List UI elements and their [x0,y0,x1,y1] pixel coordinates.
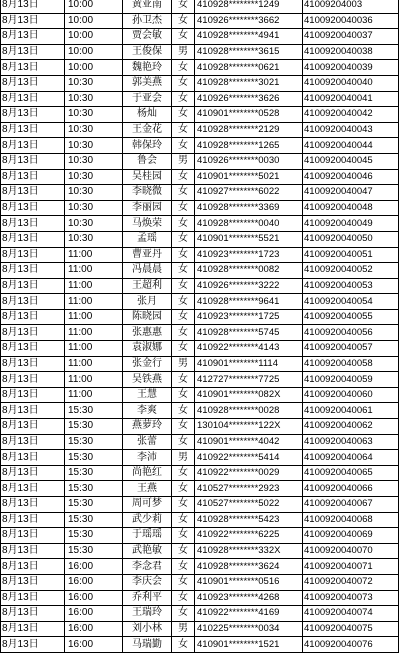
time-cell: 10:30 [65,153,123,169]
table-row [1,13,399,29]
time-cell: 16:00 [65,621,123,637]
ticket-number-cell: 4100920040066 [303,481,399,497]
date-cell: 8月13日 [1,294,65,310]
gender-cell: 男 [172,153,195,169]
name-cell: 杨灿 [123,107,172,123]
date-cell: 8月13日 [1,138,65,154]
gender-cell: 女 [172,325,195,341]
name-cell: 曹亚丹 [123,247,172,263]
id-number-cell: 410928********9641 [195,294,303,310]
name-cell: 李庆会 [123,574,172,590]
name-cell: 马瑞勤 [123,637,172,653]
time-cell: 16:00 [65,606,123,622]
table-row [1,231,399,247]
gender-cell: 女 [172,387,195,403]
name-cell: 孟瑶 [123,231,172,247]
name-cell: 李丽园 [123,200,172,216]
ticket-number-cell: 4100920040041 [303,91,399,107]
id-number-cell: 410928********5423 [195,512,303,528]
time-cell: 10:00 [65,0,123,13]
ticket-number-cell: 4100920040045 [303,153,399,169]
time-cell: 10:00 [65,29,123,45]
gender-cell: 女 [172,309,195,325]
time-cell: 15:30 [65,497,123,513]
gender-cell: 女 [172,216,195,232]
id-number-cell: 410922********5414 [195,450,303,466]
date-cell: 8月13日 [1,91,65,107]
gender-cell: 女 [172,372,195,388]
ticket-number-cell: 4100920040059 [303,372,399,388]
time-cell: 15:30 [65,528,123,544]
name-cell: 黄亚南 [123,0,172,13]
name-cell: 张蕾 [123,434,172,450]
table-row [1,372,399,388]
date-cell: 8月13日 [1,574,65,590]
name-cell: 冯晨晨 [123,263,172,279]
ticket-number-cell: 4100920040076 [303,637,399,653]
id-number-cell: 410901********5021 [195,169,303,185]
table-row [1,559,399,575]
date-cell: 8月13日 [1,263,65,279]
date-cell: 8月13日 [1,231,65,247]
table-row [1,247,399,263]
ticket-number-cell: 4100920040069 [303,528,399,544]
id-number-cell: 410225********0034 [195,621,303,637]
name-cell: 张金行 [123,356,172,372]
name-cell: 武少莉 [123,512,172,528]
name-cell: 刘小林 [123,621,172,637]
gender-cell: 女 [172,122,195,138]
table-row [1,434,399,450]
ticket-number-cell: 4100920040050 [303,231,399,247]
id-number-cell: 410901********1521 [195,637,303,653]
name-cell: 贾会敏 [123,29,172,45]
name-cell: 韩保玲 [123,138,172,154]
name-cell: 郭美燕 [123,75,172,91]
table-row [1,574,399,590]
ticket-number-cell: 4100920040053 [303,278,399,294]
id-number-cell: 410922********4169 [195,606,303,622]
table-row [1,543,399,559]
id-number-cell: 410926********3626 [195,91,303,107]
time-cell: 15:30 [65,450,123,466]
name-cell: 张月 [123,294,172,310]
table-row [1,341,399,357]
date-cell: 8月13日 [1,621,65,637]
table-row [1,481,399,497]
id-number-cell: 410901********0516 [195,574,303,590]
id-number-cell: 412727********7725 [195,372,303,388]
table-row [1,91,399,107]
time-cell: 15:30 [65,419,123,435]
table-row [1,512,399,528]
name-cell: 王慧 [123,387,172,403]
name-cell: 吴桂园 [123,169,172,185]
ticket-number-cell: 4100920040073 [303,590,399,606]
id-number-cell: 410926********0030 [195,153,303,169]
id-number-cell: 410901********0528 [195,107,303,123]
gender-cell: 女 [172,0,195,13]
name-cell: 李晓微 [123,185,172,201]
gender-cell: 女 [172,590,195,606]
time-cell: 15:30 [65,434,123,450]
gender-cell: 女 [172,278,195,294]
ticket-number-cell: 4100920040060 [303,387,399,403]
ticket-number-cell: 4100920040049 [303,216,399,232]
gender-cell: 女 [172,91,195,107]
id-number-cell: 410527********5022 [195,497,303,513]
table-row [1,216,399,232]
gender-cell: 女 [172,294,195,310]
gender-cell: 女 [172,75,195,91]
id-number-cell: 410922********0029 [195,465,303,481]
time-cell: 10:30 [65,122,123,138]
date-cell: 8月13日 [1,185,65,201]
ticket-number-cell: 4100920040068 [303,512,399,528]
date-cell: 8月13日 [1,387,65,403]
table-row [1,153,399,169]
gender-cell: 女 [172,574,195,590]
date-cell: 8月13日 [1,153,65,169]
time-cell: 15:30 [65,465,123,481]
ticket-number-cell: 4100920040075 [303,621,399,637]
name-cell: 燕萝玲 [123,419,172,435]
date-cell: 8月13日 [1,528,65,544]
time-cell: 10:30 [65,138,123,154]
table-row [1,29,399,45]
date-cell: 8月13日 [1,403,65,419]
gender-cell: 男 [172,44,195,60]
time-cell: 16:00 [65,637,123,653]
name-cell: 于瑶瑶 [123,528,172,544]
gender-cell: 女 [172,465,195,481]
gender-cell: 女 [172,29,195,45]
ticket-number-cell: 4100920040056 [303,325,399,341]
time-cell: 11:00 [65,372,123,388]
id-number-cell: 410928********2129 [195,122,303,138]
name-cell: 王超利 [123,278,172,294]
time-cell: 11:00 [65,387,123,403]
id-number-cell: 410923********1725 [195,309,303,325]
ticket-number-cell: 4100920040064 [303,450,399,466]
date-cell: 8月13日 [1,590,65,606]
id-number-cell: 410901********082X [195,387,303,403]
date-cell: 8月13日 [1,341,65,357]
id-number-cell: 410928********1265 [195,138,303,154]
gender-cell: 男 [172,356,195,372]
gender-cell: 女 [172,543,195,559]
gender-cell: 女 [172,185,195,201]
ticket-number-cell: 4100920040063 [303,434,399,450]
date-cell: 8月13日 [1,481,65,497]
ticket-number-cell: 4100920040051 [303,247,399,263]
ticket-number-cell: 4100920040040 [303,75,399,91]
ticket-number-cell: 4100920040071 [303,559,399,575]
name-cell: 孙卫杰 [123,13,172,29]
date-cell: 8月13日 [1,637,65,653]
ticket-number-cell: 4100920040057 [303,341,399,357]
name-cell: 于亚会 [123,91,172,107]
date-cell: 8月13日 [1,60,65,76]
table-row [1,325,399,341]
ticket-number-cell: 4100920040072 [303,574,399,590]
ticket-number-cell: 4100920040047 [303,185,399,201]
ticket-number-cell: 4100920040044 [303,138,399,154]
date-cell: 8月13日 [1,465,65,481]
ticket-number-cell: 4100920040043 [303,122,399,138]
table-row [1,169,399,185]
time-cell: 10:30 [65,200,123,216]
table-row [1,387,399,403]
ticket-number-cell: 4100920040042 [303,107,399,123]
table-row [1,590,399,606]
id-number-cell: 410527********2923 [195,481,303,497]
name-cell: 马焕荣 [123,216,172,232]
date-cell: 8月13日 [1,29,65,45]
date-cell: 8月13日 [1,543,65,559]
table-row [1,606,399,622]
time-cell: 10:30 [65,216,123,232]
id-number-cell: 410901********1114 [195,356,303,372]
gender-cell: 男 [172,621,195,637]
time-cell: 10:30 [65,107,123,123]
name-cell: 张惠惠 [123,325,172,341]
ticket-number-cell: 4100920040038 [303,44,399,60]
gender-cell: 女 [172,559,195,575]
name-cell: 周可梦 [123,497,172,513]
time-cell: 10:30 [65,231,123,247]
time-cell: 11:00 [65,278,123,294]
date-cell: 8月13日 [1,419,65,435]
name-cell: 李爽 [123,403,172,419]
gender-cell: 男 [172,450,195,466]
id-number-cell: 410901********4042 [195,434,303,450]
id-number-cell: 410928********4941 [195,29,303,45]
ticket-number-cell: 4100920040070 [303,543,399,559]
time-cell: 11:00 [65,341,123,357]
ticket-number-cell: 4100920040054 [303,294,399,310]
table-row [1,44,399,60]
name-cell: 魏艳玲 [123,60,172,76]
gender-cell: 女 [172,231,195,247]
date-cell: 8月13日 [1,107,65,123]
id-number-cell: 410928********5745 [195,325,303,341]
ticket-number-cell: 4100920040052 [303,263,399,279]
id-number-cell: 410901********5521 [195,231,303,247]
time-cell: 11:00 [65,325,123,341]
name-cell: 鲁会 [123,153,172,169]
ticket-number-cell: 4100920040067 [303,497,399,513]
id-number-cell: 410928********332X [195,543,303,559]
name-cell: 王金花 [123,122,172,138]
name-cell: 陈晓园 [123,309,172,325]
id-number-cell: 410923********4268 [195,590,303,606]
name-cell: 王俊保 [123,44,172,60]
name-cell: 王燕 [123,481,172,497]
table-row [1,621,399,637]
name-cell: 李沛 [123,450,172,466]
id-number-cell: 410928********0082 [195,263,303,279]
ticket-number-cell: 4100920040046 [303,169,399,185]
table-row [1,528,399,544]
table-row [1,278,399,294]
id-number-cell: 410927********6022 [195,185,303,201]
time-cell: 16:00 [65,559,123,575]
date-cell: 8月13日 [1,450,65,466]
ticket-number-cell: 4100920040048 [303,200,399,216]
table-row [1,200,399,216]
date-cell: 8月13日 [1,606,65,622]
table-row [1,107,399,123]
date-cell: 8月13日 [1,497,65,513]
time-cell: 10:00 [65,44,123,60]
date-cell: 8月13日 [1,247,65,263]
time-cell: 15:30 [65,403,123,419]
ticket-number-cell: 4100920040058 [303,356,399,372]
time-cell: 10:30 [65,185,123,201]
time-cell: 10:00 [65,13,123,29]
table-row [1,122,399,138]
time-cell: 11:00 [65,247,123,263]
time-cell: 10:30 [65,169,123,185]
ticket-number-cell: 4100920040074 [303,606,399,622]
time-cell: 10:30 [65,91,123,107]
name-cell: 李念君 [123,559,172,575]
date-cell: 8月13日 [1,512,65,528]
gender-cell: 女 [172,481,195,497]
table-row [1,419,399,435]
id-number-cell: 410928********1249 [195,0,303,13]
ticket-number-cell: 4100920040039 [303,60,399,76]
id-number-cell: 410928********0621 [195,60,303,76]
gender-cell: 女 [172,169,195,185]
time-cell: 15:30 [65,543,123,559]
table-row [1,465,399,481]
table-row [1,60,399,76]
gender-cell: 女 [172,263,195,279]
name-cell: 乔利平 [123,590,172,606]
table-row [1,403,399,419]
gender-cell: 女 [172,606,195,622]
table-row [1,294,399,310]
table-row [1,637,399,653]
table-row [1,497,399,513]
id-number-cell: 130104********122X [195,419,303,435]
date-cell: 8月13日 [1,13,65,29]
name-cell: 尚艳红 [123,465,172,481]
time-cell: 15:30 [65,481,123,497]
ticket-number-cell: 4100920040065 [303,465,399,481]
date-cell: 8月13日 [1,278,65,294]
gender-cell: 女 [172,512,195,528]
id-number-cell: 410922********4143 [195,341,303,357]
table-row [1,356,399,372]
time-cell: 11:00 [65,309,123,325]
id-number-cell: 410928********0040 [195,216,303,232]
id-number-cell: 410926********3222 [195,278,303,294]
gender-cell: 女 [172,247,195,263]
table-row [1,0,399,13]
table-row [1,309,399,325]
time-cell: 11:00 [65,263,123,279]
name-cell: 武艳敏 [123,543,172,559]
table-row [1,138,399,154]
gender-cell: 女 [172,341,195,357]
time-cell: 11:00 [65,356,123,372]
id-number-cell: 410926********3662 [195,13,303,29]
table-row [1,75,399,91]
id-number-cell: 410928********3624 [195,559,303,575]
id-number-cell: 410928********3021 [195,75,303,91]
date-cell: 8月13日 [1,356,65,372]
date-cell: 8月13日 [1,75,65,91]
time-cell: 16:00 [65,590,123,606]
time-cell: 15:30 [65,512,123,528]
date-cell: 8月13日 [1,434,65,450]
ticket-number-cell: 4100920040061 [303,403,399,419]
name-cell: 吴铁燕 [123,372,172,388]
date-cell: 8月13日 [1,372,65,388]
gender-cell: 女 [172,403,195,419]
name-cell: 王瑞玲 [123,606,172,622]
gender-cell: 女 [172,637,195,653]
ticket-number-cell: 4100920040036 [303,13,399,29]
id-number-cell: 410922********6225 [195,528,303,544]
ticket-number-cell: 4100920040062 [303,419,399,435]
table-row [1,450,399,466]
time-cell: 10:30 [65,75,123,91]
date-cell: 8月13日 [1,216,65,232]
id-number-cell: 410928********3369 [195,200,303,216]
date-cell: 8月13日 [1,0,65,13]
id-number-cell: 410928********3615 [195,44,303,60]
ticket-number-cell: 4100920040055 [303,309,399,325]
gender-cell: 女 [172,528,195,544]
date-cell: 8月13日 [1,44,65,60]
time-cell: 16:00 [65,574,123,590]
date-cell: 8月13日 [1,325,65,341]
id-number-cell: 410923********1723 [195,247,303,263]
table-row [1,263,399,279]
time-cell: 10:00 [65,60,123,76]
date-cell: 8月13日 [1,559,65,575]
gender-cell: 女 [172,60,195,76]
ticket-number-cell: 41009204003 [303,0,399,13]
gender-cell: 女 [172,434,195,450]
gender-cell: 女 [172,497,195,513]
date-cell: 8月13日 [1,309,65,325]
gender-cell: 女 [172,138,195,154]
gender-cell: 女 [172,13,195,29]
date-cell: 8月13日 [1,200,65,216]
time-cell: 11:00 [65,294,123,310]
table-row [1,185,399,201]
id-number-cell: 410928********0028 [195,403,303,419]
gender-cell: 女 [172,107,195,123]
table-body [1,0,399,652]
gender-cell: 女 [172,419,195,435]
date-cell: 8月13日 [1,122,65,138]
date-cell: 8月13日 [1,169,65,185]
ticket-number-cell: 4100920040037 [303,29,399,45]
name-cell: 袁淑娜 [123,341,172,357]
gender-cell: 女 [172,200,195,216]
